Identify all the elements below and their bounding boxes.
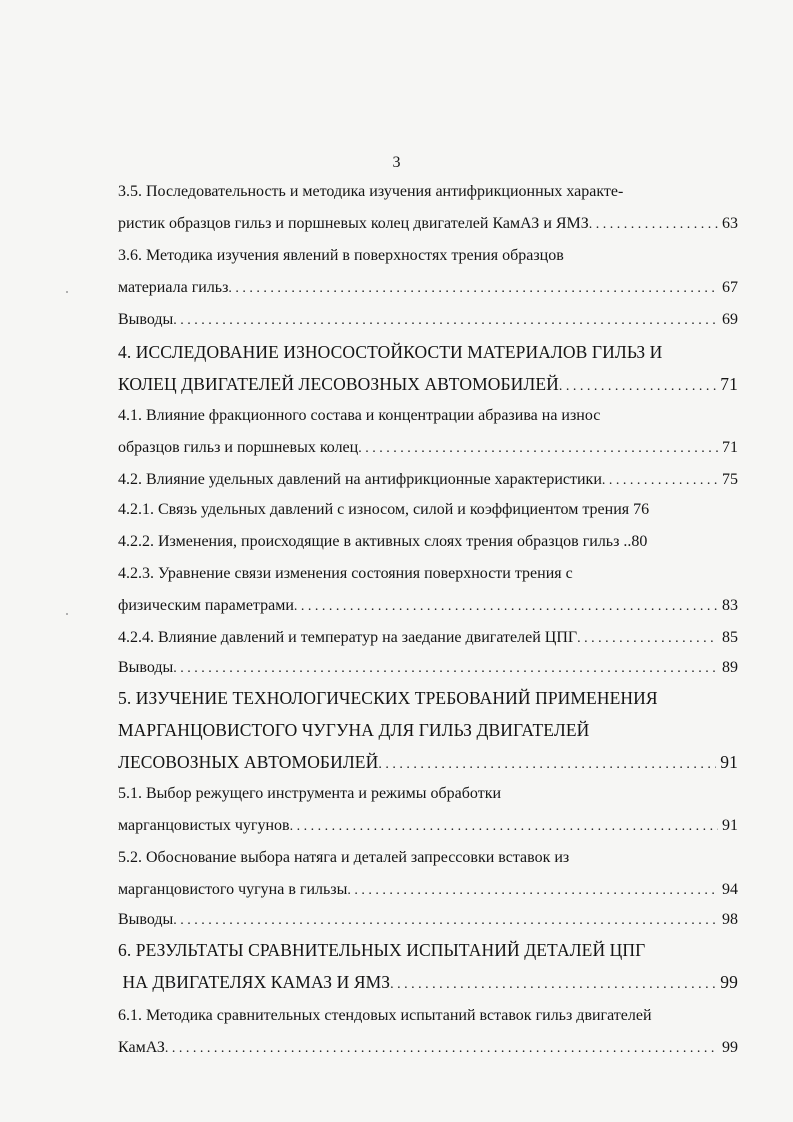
toc-entry: КамАЗ . . . 99 <box>118 1038 738 1058</box>
toc-line: 4.2.2. Изменения, происходящие в активных слоях трения образцов гильз ..80 <box>118 533 648 550</box>
toc-entry: образцов гильз и поршневых колец . . . 71 <box>118 438 738 458</box>
toc-entry: физическим параметрами . . . 83 <box>118 596 738 616</box>
toc-line: 4.1. Влияние фракционного состава и концентрации абразива на износ <box>118 407 601 424</box>
scan-speck <box>66 291 68 293</box>
toc-line: 5.1. Выбор режущего инструмента и режимы обработки <box>118 785 502 802</box>
toc-chapter-heading: НА ДВИГАТЕЛЯХ КАМАЗ И ЯМЗ . . . 99 <box>118 972 738 992</box>
toc-line: 6.1. Методика сравнительных стендовых испытаний вставок гильз двигателей <box>118 1007 652 1024</box>
toc-entry: 4.2.4. Влияние давлений и температур на заедание двигателей ЦПГ . . . 85 <box>118 628 738 648</box>
toc-entry: материала гильз . . . 67 <box>118 278 738 298</box>
toc-chapter-heading: 4. ИССЛЕДОВАНИЕ ИЗНОСОСТОЙКОСТИ МАТЕРИАЛОВ ГИЛЬЗ И <box>118 342 663 362</box>
toc-line: 3.6. Методика изучения явлений в поверхностях трения образцов <box>118 247 564 264</box>
toc-entry: Выводы . . . 98 <box>118 910 738 930</box>
toc-line: 3.5. Последовательность и методика изучения антифрикционных характе- <box>118 183 624 200</box>
toc-chapter-heading: МАРГАНЦОВИСТОГО ЧУГУНА ДЛЯ ГИЛЬЗ ДВИГАТЕЛЕЙ <box>118 720 590 740</box>
toc-entry: марганцовистых чугунов . . . 91 <box>118 816 738 836</box>
toc-entry: Выводы . . . 89 <box>118 658 738 678</box>
toc-line: 4.2.1. Связь удельных давлений с износом, силой и коэффициентом трения 76 <box>118 501 650 518</box>
toc-entry: марганцовистого чугуна в гильзы . . . 94 <box>118 880 738 900</box>
toc-entry: Выводы . . . 69 <box>118 310 738 330</box>
toc-entry: 4.2. Влияние удельных давлений на антифрикционные характеристики . . . 75 <box>118 470 738 490</box>
page-number: 3 <box>392 154 401 171</box>
toc-chapter-heading: 5. ИЗУЧЕНИЕ ТЕХНОЛОГИЧЕСКИХ ТРЕБОВАНИЙ ПРИМЕНЕНИЯ <box>118 688 658 708</box>
toc-chapter-heading: 6. РЕЗУЛЬТАТЫ СРАВНИТЕЛЬНЫХ ИСПЫТАНИЙ ДЕТАЛЕЙ ЦПГ <box>118 940 646 960</box>
scan-speck <box>66 613 68 615</box>
toc-chapter-heading: ЛЕСОВОЗНЫХ АВТОМОБИЛЕЙ . . . 91 <box>118 752 738 772</box>
toc-chapter-heading: КОЛЕЦ ДВИГАТЕЛЕЙ ЛЕСОВОЗНЫХ АВТОМОБИЛЕЙ . . . 71 <box>118 374 738 394</box>
toc-entry: ристик образцов гильз и поршневых колец двигателей КамАЗ и ЯМЗ . . . 63 <box>118 214 738 234</box>
toc-line: 5.2. Обоснование выбора натяга и деталей запрессовки вставок из <box>118 849 570 866</box>
toc-line: 4.2.3. Уравнение связи изменения состояния поверхности трения с <box>118 565 573 582</box>
